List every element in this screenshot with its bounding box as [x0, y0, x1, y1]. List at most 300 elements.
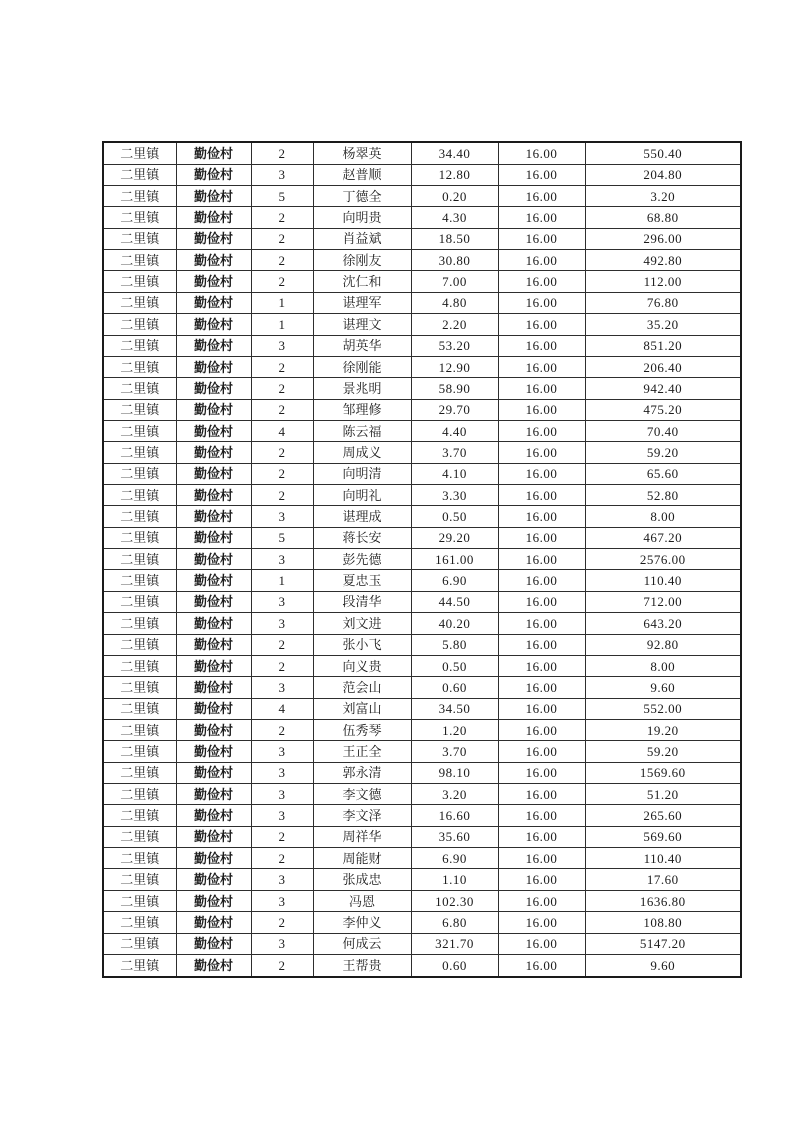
cell-town: 二里镇	[103, 719, 176, 740]
table-row	[103, 784, 741, 805]
cell-quantity: 53.20	[411, 335, 498, 356]
cell-count: 2	[251, 485, 313, 506]
cell-amount: 17.60	[585, 869, 741, 890]
cell-quantity: 7.00	[411, 271, 498, 292]
cell-amount: 65.60	[585, 463, 741, 484]
cell-unit-price: 16.00	[498, 142, 585, 164]
table-row	[103, 719, 741, 740]
cell-quantity: 0.60	[411, 954, 498, 977]
cell-amount: 110.40	[585, 570, 741, 591]
cell-village: 勤俭村	[176, 933, 251, 954]
cell-village: 勤俭村	[176, 655, 251, 676]
cell-village: 勤俭村	[176, 314, 251, 335]
cell-amount: 204.80	[585, 164, 741, 185]
cell-amount: 35.20	[585, 314, 741, 335]
cell-count: 2	[251, 378, 313, 399]
cell-unit-price: 16.00	[498, 613, 585, 634]
cell-amount: 92.80	[585, 634, 741, 655]
cell-quantity: 161.00	[411, 549, 498, 570]
cell-name: 谌理军	[313, 292, 411, 313]
cell-name: 沈仁和	[313, 271, 411, 292]
table-row	[103, 570, 741, 591]
cell-town: 二里镇	[103, 698, 176, 719]
table-row	[103, 463, 741, 484]
cell-count: 2	[251, 719, 313, 740]
cell-unit-price: 16.00	[498, 250, 585, 271]
cell-name: 刘富山	[313, 698, 411, 719]
cell-amount: 5147.20	[585, 933, 741, 954]
cell-quantity: 0.50	[411, 655, 498, 676]
cell-quantity: 30.80	[411, 250, 498, 271]
cell-quantity: 4.10	[411, 463, 498, 484]
cell-unit-price: 16.00	[498, 463, 585, 484]
cell-town: 二里镇	[103, 677, 176, 698]
cell-town: 二里镇	[103, 442, 176, 463]
cell-village: 勤俭村	[176, 762, 251, 783]
table-row	[103, 549, 741, 570]
cell-amount: 643.20	[585, 613, 741, 634]
cell-quantity: 0.60	[411, 677, 498, 698]
cell-quantity: 6.90	[411, 570, 498, 591]
cell-amount: 9.60	[585, 954, 741, 977]
cell-village: 勤俭村	[176, 741, 251, 762]
cell-town: 二里镇	[103, 527, 176, 548]
cell-town: 二里镇	[103, 271, 176, 292]
cell-quantity: 29.70	[411, 399, 498, 420]
cell-count: 3	[251, 762, 313, 783]
cell-quantity: 16.60	[411, 805, 498, 826]
cell-amount: 550.40	[585, 142, 741, 164]
cell-count: 5	[251, 185, 313, 206]
cell-count: 2	[251, 655, 313, 676]
cell-village: 勤俭村	[176, 485, 251, 506]
cell-name: 景兆明	[313, 378, 411, 399]
cell-amount: 52.80	[585, 485, 741, 506]
cell-town: 二里镇	[103, 142, 176, 164]
cell-town: 二里镇	[103, 356, 176, 377]
cell-village: 勤俭村	[176, 805, 251, 826]
cell-quantity: 40.20	[411, 613, 498, 634]
cell-name: 周成义	[313, 442, 411, 463]
table-row	[103, 442, 741, 463]
cell-town: 二里镇	[103, 634, 176, 655]
cell-town: 二里镇	[103, 591, 176, 612]
cell-quantity: 4.80	[411, 292, 498, 313]
cell-amount: 8.00	[585, 506, 741, 527]
table-row	[103, 698, 741, 719]
cell-town: 二里镇	[103, 784, 176, 805]
table-row	[103, 826, 741, 847]
cell-count: 2	[251, 463, 313, 484]
table-row	[103, 485, 741, 506]
cell-name: 段清华	[313, 591, 411, 612]
cell-unit-price: 16.00	[498, 933, 585, 954]
cell-count: 3	[251, 933, 313, 954]
cell-amount: 59.20	[585, 442, 741, 463]
table-row	[103, 933, 741, 954]
cell-unit-price: 16.00	[498, 826, 585, 847]
table-row	[103, 314, 741, 335]
cell-town: 二里镇	[103, 420, 176, 441]
cell-unit-price: 16.00	[498, 954, 585, 977]
cell-name: 胡英华	[313, 335, 411, 356]
cell-name: 向明礼	[313, 485, 411, 506]
table-row	[103, 869, 741, 890]
cell-amount: 467.20	[585, 527, 741, 548]
cell-count: 2	[251, 250, 313, 271]
cell-count: 1	[251, 314, 313, 335]
cell-count: 3	[251, 613, 313, 634]
cell-count: 1	[251, 292, 313, 313]
cell-count: 4	[251, 698, 313, 719]
cell-amount: 112.00	[585, 271, 741, 292]
table-row	[103, 164, 741, 185]
cell-town: 二里镇	[103, 933, 176, 954]
cell-quantity: 3.70	[411, 741, 498, 762]
cell-quantity: 98.10	[411, 762, 498, 783]
cell-unit-price: 16.00	[498, 912, 585, 933]
cell-quantity: 0.50	[411, 506, 498, 527]
cell-town: 二里镇	[103, 741, 176, 762]
cell-name: 周能财	[313, 848, 411, 869]
cell-unit-price: 16.00	[498, 762, 585, 783]
cell-count: 2	[251, 399, 313, 420]
cell-village: 勤俭村	[176, 954, 251, 977]
cell-town: 二里镇	[103, 207, 176, 228]
cell-unit-price: 16.00	[498, 185, 585, 206]
cell-quantity: 6.90	[411, 848, 498, 869]
table-body	[103, 142, 741, 977]
cell-name: 陈云福	[313, 420, 411, 441]
table-row	[103, 378, 741, 399]
cell-count: 2	[251, 228, 313, 249]
cell-village: 勤俭村	[176, 442, 251, 463]
cell-amount: 108.80	[585, 912, 741, 933]
cell-town: 二里镇	[103, 890, 176, 911]
cell-quantity: 321.70	[411, 933, 498, 954]
cell-count: 2	[251, 634, 313, 655]
cell-name: 周祥华	[313, 826, 411, 847]
cell-quantity: 35.60	[411, 826, 498, 847]
cell-count: 3	[251, 784, 313, 805]
cell-village: 勤俭村	[176, 634, 251, 655]
cell-count: 3	[251, 335, 313, 356]
cell-village: 勤俭村	[176, 420, 251, 441]
cell-count: 3	[251, 741, 313, 762]
cell-town: 二里镇	[103, 869, 176, 890]
cell-village: 勤俭村	[176, 591, 251, 612]
table-row	[103, 890, 741, 911]
cell-quantity: 1.20	[411, 719, 498, 740]
cell-name: 刘文进	[313, 613, 411, 634]
cell-amount: 492.80	[585, 250, 741, 271]
cell-name: 向明清	[313, 463, 411, 484]
cell-village: 勤俭村	[176, 527, 251, 548]
cell-unit-price: 16.00	[498, 228, 585, 249]
cell-town: 二里镇	[103, 954, 176, 977]
cell-unit-price: 16.00	[498, 420, 585, 441]
cell-count: 1	[251, 570, 313, 591]
cell-name: 徐刚友	[313, 250, 411, 271]
cell-name: 范会山	[313, 677, 411, 698]
cell-name: 徐刚能	[313, 356, 411, 377]
table-row	[103, 527, 741, 548]
cell-amount: 296.00	[585, 228, 741, 249]
cell-town: 二里镇	[103, 848, 176, 869]
cell-village: 勤俭村	[176, 356, 251, 377]
cell-amount: 110.40	[585, 848, 741, 869]
cell-unit-price: 16.00	[498, 570, 585, 591]
cell-quantity: 3.30	[411, 485, 498, 506]
cell-village: 勤俭村	[176, 271, 251, 292]
cell-town: 二里镇	[103, 378, 176, 399]
cell-village: 勤俭村	[176, 890, 251, 911]
cell-unit-price: 16.00	[498, 869, 585, 890]
cell-village: 勤俭村	[176, 848, 251, 869]
cell-name: 夏忠玉	[313, 570, 411, 591]
table-row	[103, 420, 741, 441]
table-row	[103, 762, 741, 783]
table-row	[103, 292, 741, 313]
cell-amount: 68.80	[585, 207, 741, 228]
cell-quantity: 29.20	[411, 527, 498, 548]
cell-quantity: 102.30	[411, 890, 498, 911]
payment-register-table	[102, 141, 742, 978]
cell-name: 郭永清	[313, 762, 411, 783]
table-row	[103, 207, 741, 228]
cell-name: 肖益斌	[313, 228, 411, 249]
table-row	[103, 677, 741, 698]
cell-unit-price: 16.00	[498, 292, 585, 313]
cell-quantity: 34.50	[411, 698, 498, 719]
cell-town: 二里镇	[103, 549, 176, 570]
cell-amount: 2576.00	[585, 549, 741, 570]
cell-town: 二里镇	[103, 570, 176, 591]
cell-village: 勤俭村	[176, 869, 251, 890]
cell-town: 二里镇	[103, 506, 176, 527]
cell-town: 二里镇	[103, 292, 176, 313]
cell-name: 伍秀琴	[313, 719, 411, 740]
cell-village: 勤俭村	[176, 677, 251, 698]
cell-name: 丁德全	[313, 185, 411, 206]
cell-name: 邹理修	[313, 399, 411, 420]
cell-village: 勤俭村	[176, 207, 251, 228]
cell-town: 二里镇	[103, 805, 176, 826]
cell-town: 二里镇	[103, 655, 176, 676]
cell-unit-price: 16.00	[498, 335, 585, 356]
cell-count: 2	[251, 142, 313, 164]
cell-unit-price: 16.00	[498, 677, 585, 698]
cell-quantity: 4.40	[411, 420, 498, 441]
cell-unit-price: 16.00	[498, 356, 585, 377]
table-row	[103, 506, 741, 527]
cell-village: 勤俭村	[176, 164, 251, 185]
cell-unit-price: 16.00	[498, 591, 585, 612]
cell-village: 勤俭村	[176, 912, 251, 933]
cell-town: 二里镇	[103, 228, 176, 249]
cell-village: 勤俭村	[176, 142, 251, 164]
cell-name: 杨翠英	[313, 142, 411, 164]
cell-quantity: 4.30	[411, 207, 498, 228]
cell-name: 向明贵	[313, 207, 411, 228]
cell-unit-price: 16.00	[498, 719, 585, 740]
cell-village: 勤俭村	[176, 292, 251, 313]
table-row	[103, 228, 741, 249]
cell-unit-price: 16.00	[498, 378, 585, 399]
cell-unit-price: 16.00	[498, 527, 585, 548]
cell-amount: 851.20	[585, 335, 741, 356]
table-row	[103, 741, 741, 762]
table-row	[103, 591, 741, 612]
cell-amount: 942.40	[585, 378, 741, 399]
cell-quantity: 5.80	[411, 634, 498, 655]
cell-quantity: 0.20	[411, 185, 498, 206]
cell-quantity: 3.70	[411, 442, 498, 463]
cell-name: 何成云	[313, 933, 411, 954]
cell-village: 勤俭村	[176, 506, 251, 527]
cell-amount: 265.60	[585, 805, 741, 826]
cell-name: 谌理文	[313, 314, 411, 335]
cell-count: 2	[251, 207, 313, 228]
cell-count: 2	[251, 954, 313, 977]
cell-name: 李文泽	[313, 805, 411, 826]
cell-town: 二里镇	[103, 399, 176, 420]
cell-amount: 51.20	[585, 784, 741, 805]
cell-name: 李仲义	[313, 912, 411, 933]
cell-count: 2	[251, 848, 313, 869]
table-row	[103, 271, 741, 292]
cell-quantity: 1.10	[411, 869, 498, 890]
cell-quantity: 44.50	[411, 591, 498, 612]
table-row	[103, 356, 741, 377]
cell-count: 3	[251, 506, 313, 527]
cell-village: 勤俭村	[176, 399, 251, 420]
cell-quantity: 34.40	[411, 142, 498, 164]
cell-quantity: 3.20	[411, 784, 498, 805]
cell-village: 勤俭村	[176, 250, 251, 271]
cell-unit-price: 16.00	[498, 890, 585, 911]
table-row	[103, 335, 741, 356]
cell-count: 2	[251, 271, 313, 292]
cell-town: 二里镇	[103, 912, 176, 933]
table-row	[103, 142, 741, 164]
cell-village: 勤俭村	[176, 549, 251, 570]
cell-town: 二里镇	[103, 463, 176, 484]
cell-unit-price: 16.00	[498, 271, 585, 292]
cell-count: 3	[251, 805, 313, 826]
cell-count: 3	[251, 677, 313, 698]
cell-unit-price: 16.00	[498, 698, 585, 719]
cell-village: 勤俭村	[176, 784, 251, 805]
cell-quantity: 12.90	[411, 356, 498, 377]
cell-unit-price: 16.00	[498, 549, 585, 570]
cell-unit-price: 16.00	[498, 442, 585, 463]
cell-unit-price: 16.00	[498, 485, 585, 506]
cell-count: 2	[251, 826, 313, 847]
cell-name: 蒋长安	[313, 527, 411, 548]
cell-count: 3	[251, 869, 313, 890]
cell-town: 二里镇	[103, 185, 176, 206]
cell-village: 勤俭村	[176, 463, 251, 484]
cell-unit-price: 16.00	[498, 314, 585, 335]
cell-amount: 8.00	[585, 655, 741, 676]
cell-unit-price: 16.00	[498, 805, 585, 826]
cell-name: 李文德	[313, 784, 411, 805]
cell-unit-price: 16.00	[498, 655, 585, 676]
cell-town: 二里镇	[103, 335, 176, 356]
cell-name: 谌理成	[313, 506, 411, 527]
cell-name: 王正全	[313, 741, 411, 762]
table-row	[103, 613, 741, 634]
cell-amount: 475.20	[585, 399, 741, 420]
table-row	[103, 655, 741, 676]
cell-village: 勤俭村	[176, 570, 251, 591]
cell-amount: 712.00	[585, 591, 741, 612]
cell-amount: 569.60	[585, 826, 741, 847]
cell-unit-price: 16.00	[498, 741, 585, 762]
cell-village: 勤俭村	[176, 335, 251, 356]
cell-village: 勤俭村	[176, 719, 251, 740]
cell-town: 二里镇	[103, 826, 176, 847]
cell-count: 5	[251, 527, 313, 548]
cell-amount: 1569.60	[585, 762, 741, 783]
table-row	[103, 954, 741, 977]
cell-village: 勤俭村	[176, 613, 251, 634]
cell-count: 3	[251, 890, 313, 911]
cell-count: 2	[251, 912, 313, 933]
cell-amount: 59.20	[585, 741, 741, 762]
cell-name: 向义贵	[313, 655, 411, 676]
cell-count: 3	[251, 549, 313, 570]
cell-unit-price: 16.00	[498, 848, 585, 869]
cell-amount: 76.80	[585, 292, 741, 313]
cell-village: 勤俭村	[176, 698, 251, 719]
cell-count: 2	[251, 442, 313, 463]
cell-town: 二里镇	[103, 613, 176, 634]
cell-village: 勤俭村	[176, 185, 251, 206]
cell-amount: 1636.80	[585, 890, 741, 911]
table-row	[103, 805, 741, 826]
table-row	[103, 848, 741, 869]
cell-unit-price: 16.00	[498, 399, 585, 420]
cell-unit-price: 16.00	[498, 784, 585, 805]
cell-unit-price: 16.00	[498, 506, 585, 527]
cell-count: 4	[251, 420, 313, 441]
table-row	[103, 250, 741, 271]
cell-town: 二里镇	[103, 485, 176, 506]
cell-name: 彭先德	[313, 549, 411, 570]
cell-name: 张小飞	[313, 634, 411, 655]
cell-unit-price: 16.00	[498, 207, 585, 228]
cell-town: 二里镇	[103, 250, 176, 271]
cell-name: 冯恩	[313, 890, 411, 911]
table-row	[103, 399, 741, 420]
cell-town: 二里镇	[103, 164, 176, 185]
cell-quantity: 6.80	[411, 912, 498, 933]
cell-name: 王帮贵	[313, 954, 411, 977]
table-row	[103, 912, 741, 933]
cell-quantity: 12.80	[411, 164, 498, 185]
cell-quantity: 2.20	[411, 314, 498, 335]
cell-name: 赵普顺	[313, 164, 411, 185]
cell-quantity: 58.90	[411, 378, 498, 399]
table-row	[103, 634, 741, 655]
cell-amount: 70.40	[585, 420, 741, 441]
cell-count: 3	[251, 591, 313, 612]
cell-unit-price: 16.00	[498, 164, 585, 185]
cell-village: 勤俭村	[176, 826, 251, 847]
cell-village: 勤俭村	[176, 228, 251, 249]
